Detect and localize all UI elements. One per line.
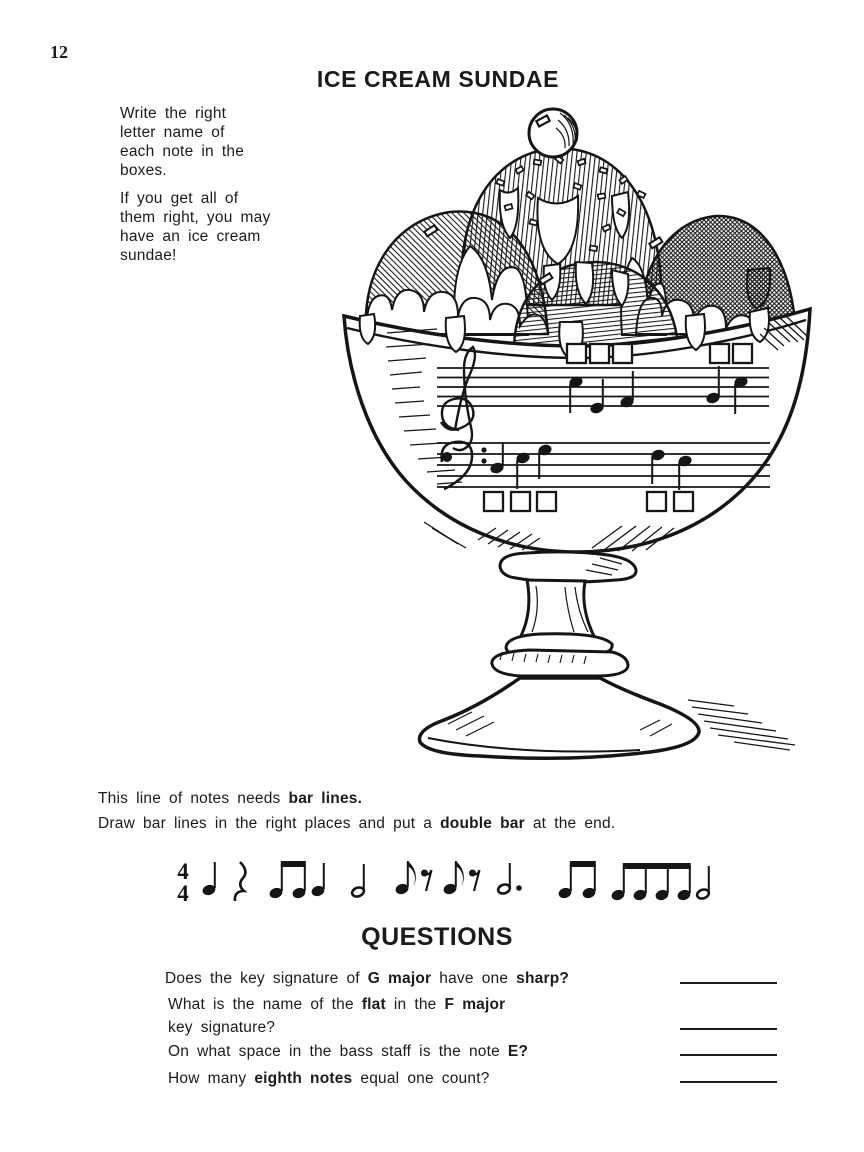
question-3: On what space in the bass staff is the note E?: [168, 1043, 529, 1060]
svg-text:4: 4: [177, 881, 189, 906]
rhythm-line[interactable]: [163, 848, 728, 912]
note-answer-box[interactable]: [613, 344, 632, 363]
time-signature: [177, 859, 189, 906]
ice-cream-sundae-illustration: [330, 96, 824, 764]
page-number: 12: [50, 42, 68, 62]
answer-blank-1[interactable]: [680, 982, 777, 984]
note-answer-box[interactable]: [537, 492, 556, 511]
bar-lines-instruction-1: This line of notes needs bar lines.: [98, 790, 363, 807]
questions-heading: QUESTIONS: [361, 923, 513, 951]
cherry-icon: [529, 109, 577, 157]
question-2-line-1: What is the name of the flat in the F major: [168, 996, 506, 1013]
question-4: How many eighth notes equal one count?: [168, 1070, 490, 1087]
bar-lines-instruction-2: Draw bar lines in the right places and put a double bar at the end.: [98, 815, 616, 832]
question-2-line-2: key signature?: [168, 1019, 276, 1036]
note-answer-box[interactable]: [647, 492, 666, 511]
note-answer-box[interactable]: [674, 492, 693, 511]
instructions-paragraph-1: Write the right letter name of each note in the boxes.: [120, 105, 245, 179]
note-answer-box[interactable]: [710, 344, 729, 363]
note-answer-box[interactable]: [567, 344, 586, 363]
answer-blank-3[interactable]: [680, 1054, 777, 1056]
note-answer-box[interactable]: [484, 492, 503, 511]
bowl-pedestal: [420, 552, 700, 758]
foot-shadow: [688, 700, 795, 750]
svg-text:4: 4: [177, 859, 189, 884]
note-answer-box[interactable]: [590, 344, 609, 363]
note-answer-box[interactable]: [511, 492, 530, 511]
answer-blank-2[interactable]: [680, 1028, 777, 1030]
answer-blank-4[interactable]: [680, 1081, 777, 1083]
question-1: Does the key signature of G major have one sharp?: [165, 970, 570, 987]
page-title: ICE CREAM SUNDAE: [316, 66, 560, 92]
note-answer-box[interactable]: [733, 344, 752, 363]
instructions-paragraph-2: If you get all of them right, you may have an ice cream sundae!: [120, 190, 271, 264]
rhythm-notes: [202, 861, 710, 901]
